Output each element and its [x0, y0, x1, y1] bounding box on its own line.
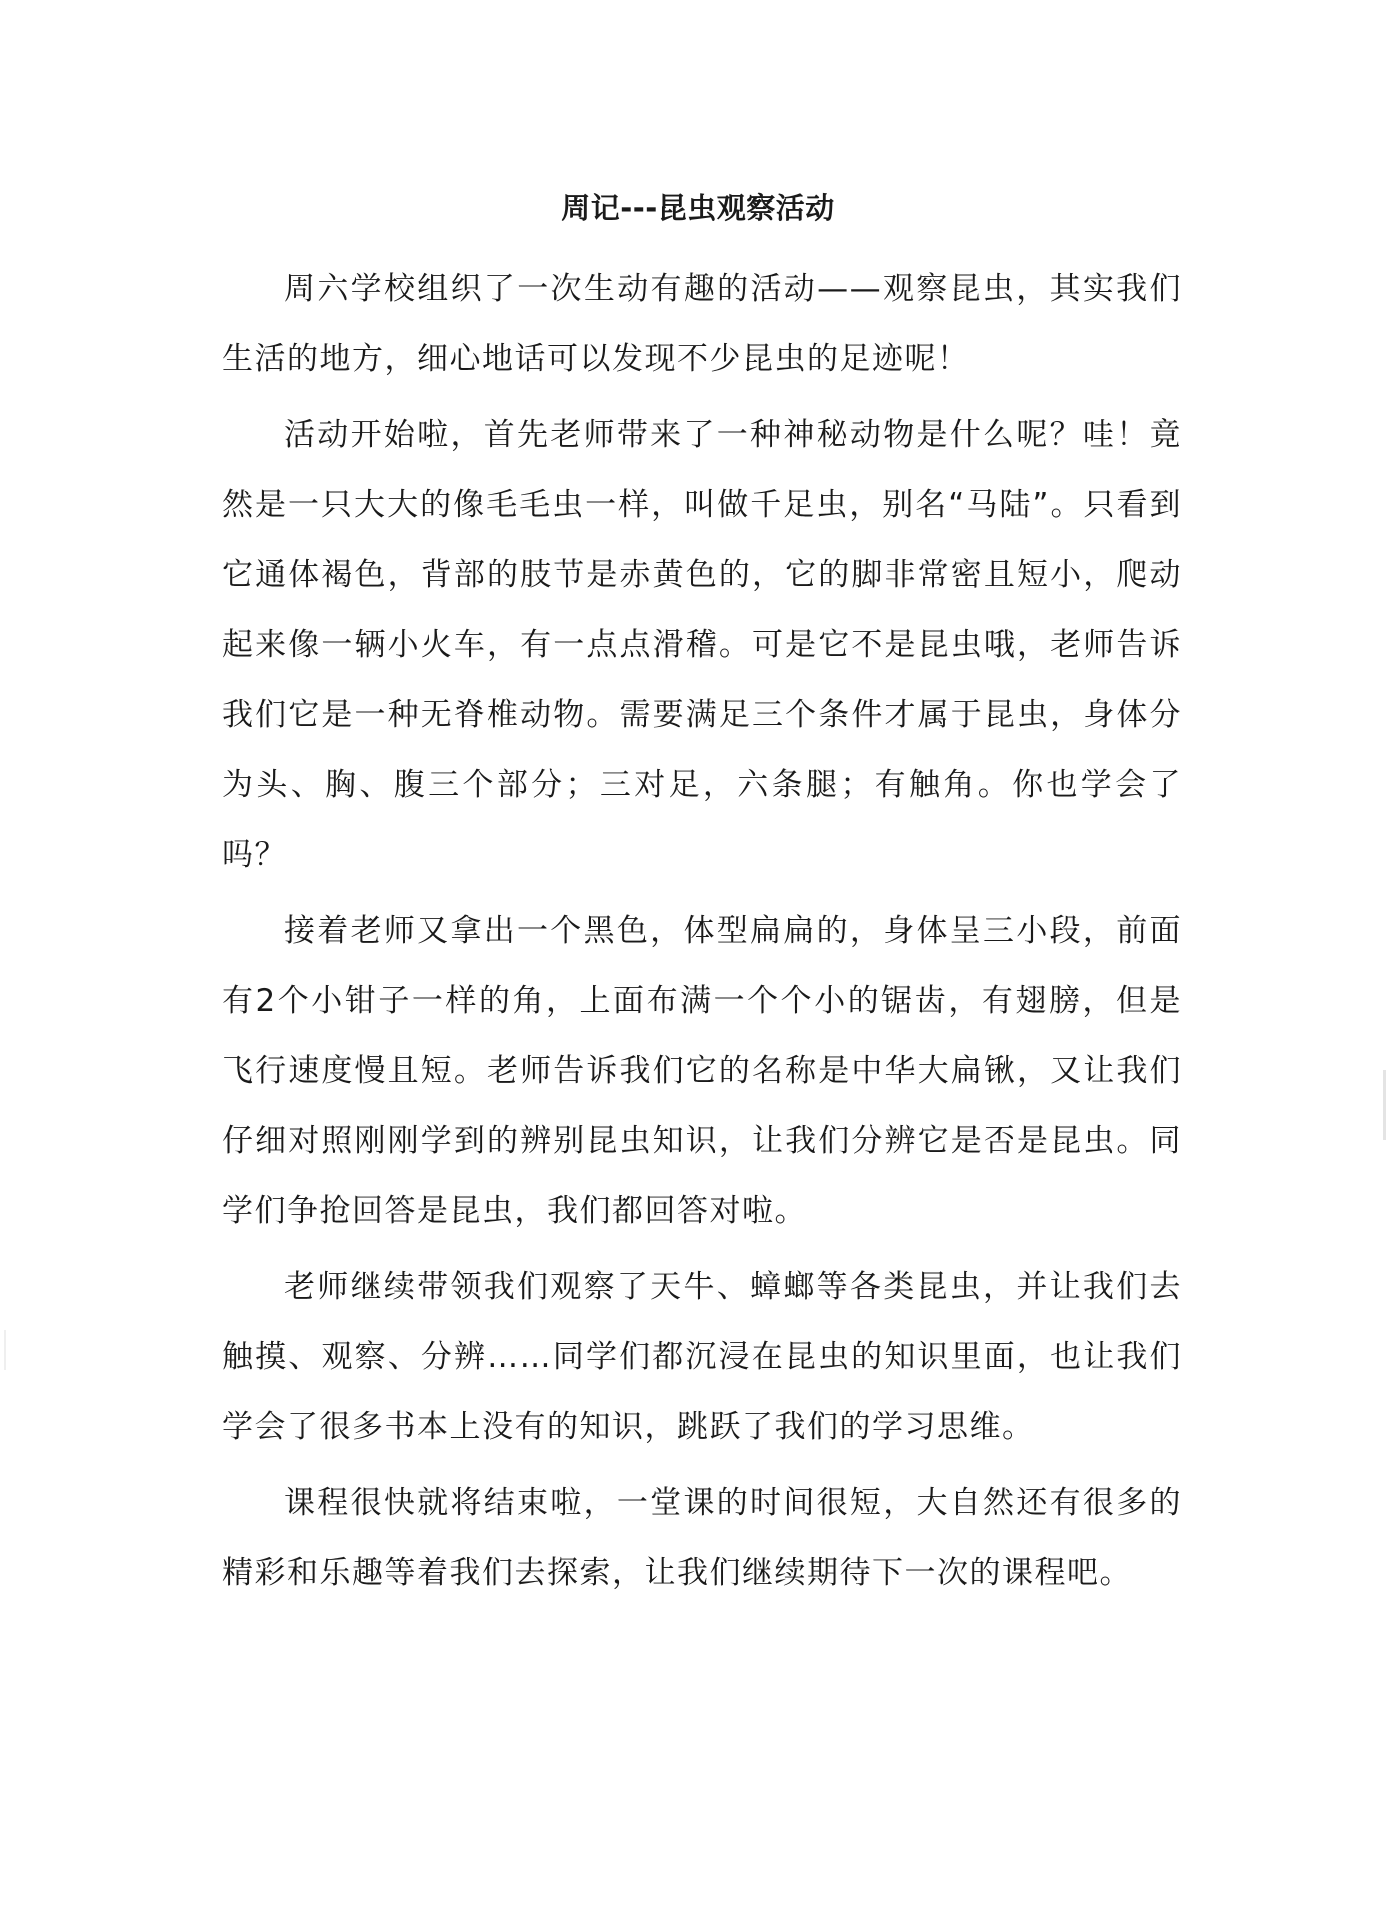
paragraph-millipede: 活动开始啦，首先老师带来了一种神秘动物是什么呢？哇！竟然是一只大大的像毛毛虫一样，叫做千足虫，别名“马陆”。只看到它通体褐色，背部的肢节是赤黄色的，它的脚非常密且短小，爬动起来像一辆小火车，有一点点滑稽。可是它不是昆虫哦，老师告诉我们它是一种无脊椎动物。需要满足三个条件才属于昆虫，身体分为头、胸、腹三个部分；三对足，六条腿；有触角。你也学会了吗？ — [222, 417, 1182, 873]
paragraph-intro: 周六学校组织了一次生动有趣的活动——观察昆虫，其实我们生活的地方，细心地话可以发现不少昆虫的足迹呢！ — [222, 271, 1182, 377]
document-title: 周记---昆虫观察活动 — [561, 191, 835, 225]
scan-edge-mark — [1383, 1070, 1386, 1140]
paragraph-more-insects: 老师继续带领我们观察了天牛、蟑螂等各类昆虫，并让我们去触摸、观察、分辨……同学们都沉浸在昆虫的知识里面，也让我们学会了很多书本上没有的知识，跳跃了我们的学习思维。 — [222, 1269, 1182, 1445]
paragraph-conclusion: 课程很快就将结束啦，一堂课的时间很短，大自然还有很多的精彩和乐趣等着我们去探索，让我们继续期待下一次的课程吧。 — [222, 1485, 1182, 1591]
scan-edge-mark-left — [4, 1330, 6, 1370]
paragraph-stag-beetle: 接着老师又拿出一个黑色，体型扁扁的，身体呈三小段，前面有2个小钳子一样的角，上面布满一个个小的锯齿，有翅膀，但是飞行速度慢且短。老师告诉我们它的名称是中华大扁锹，又让我们仔细对照刚刚学到的辨别昆虫知识，让我们分辨它是否是昆虫。同学们争抢回答是昆虫，我们都回答对啦。 — [222, 913, 1182, 1229]
document-body — [222, 254, 1182, 1608]
